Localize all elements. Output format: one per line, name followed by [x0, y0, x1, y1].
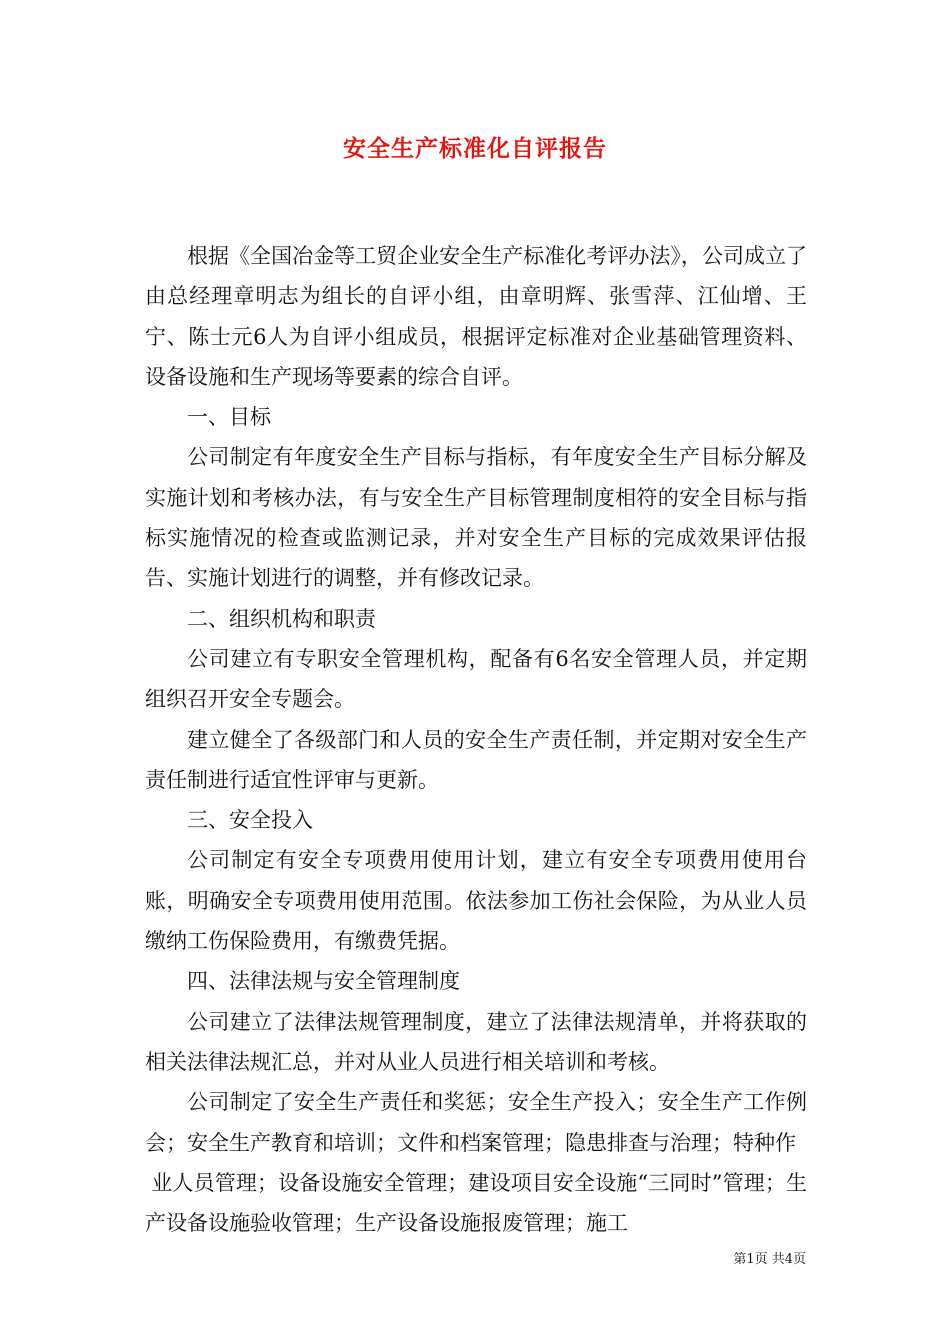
section-heading-investment: 三、安全投入: [187, 808, 313, 833]
regulations-paragraph-3: 业人员管理；设备设施安全管理；建设项目安全设施“三同时”管理；生产设备设施验收管理；生产设备设施报废管理；施工: [145, 1170, 807, 1236]
section-heading-regulations: 四、法律法规与安全管理制度: [187, 969, 460, 994]
organization-paragraph-2: 建立健全了各级部门和人员的安全生产责任制，并定期对安全生产责任制进行适宜性评审与更新。: [145, 727, 807, 792]
regulations-paragraph-2: 公司制定了安全生产责任和奖惩；安全生产投入；安全生产工作例会；安全生产教育和培训；文件和档案管理；隐患排查与治理；特种作: [145, 1090, 807, 1155]
section-heading-objectives: 一、目标: [187, 405, 271, 430]
section-heading-organization: 二、组织机构和职责: [187, 606, 376, 631]
investment-paragraph: 公司制定有安全专项费用使用计划，建立有安全专项费用使用台账，明确安全专项费用使用范围。依法参加工伤社会保险，为从业人员缴纳工伤保险费用，有缴费凭据。: [145, 848, 807, 954]
page-number: 第1页 共4页: [733, 1252, 806, 1267]
document-title: 安全生产标准化自评报告: [343, 135, 607, 162]
document-body: [145, 236, 807, 1243]
objectives-paragraph: 公司制定有年度安全生产目标与指标，有年度安全生产目标分解及实施计划和考核办法，有与安全生产目标管理制度相符的安全目标与指标实施情况的检查或监测记录，并对安全生产目标的完成效果评估报告、实施计划进行的调整，并有修改记录。: [145, 445, 807, 591]
organization-paragraph-1: 公司建立有专职安全管理机构，配备有6名安全管理人员，并定期组织召开安全专题会。: [145, 646, 807, 712]
regulations-paragraph-1: 公司建立了法律法规管理制度，建立了法律法规清单，并将获取的相关法律法规汇总，并对从业人员进行相关培训和考核。: [145, 1009, 807, 1074]
intro-paragraph: 根据《全国冶金等工贸企业安全生产标准化考评办法》，公司成立了由总经理章明志为组长的自评小组，由章明辉、张雪萍、江仙增、王宁、陈士元6人为自评小组成员，根据评定标准对企业基础管理资料、设备设施和生产现场等要素的综合自评。: [145, 244, 807, 389]
